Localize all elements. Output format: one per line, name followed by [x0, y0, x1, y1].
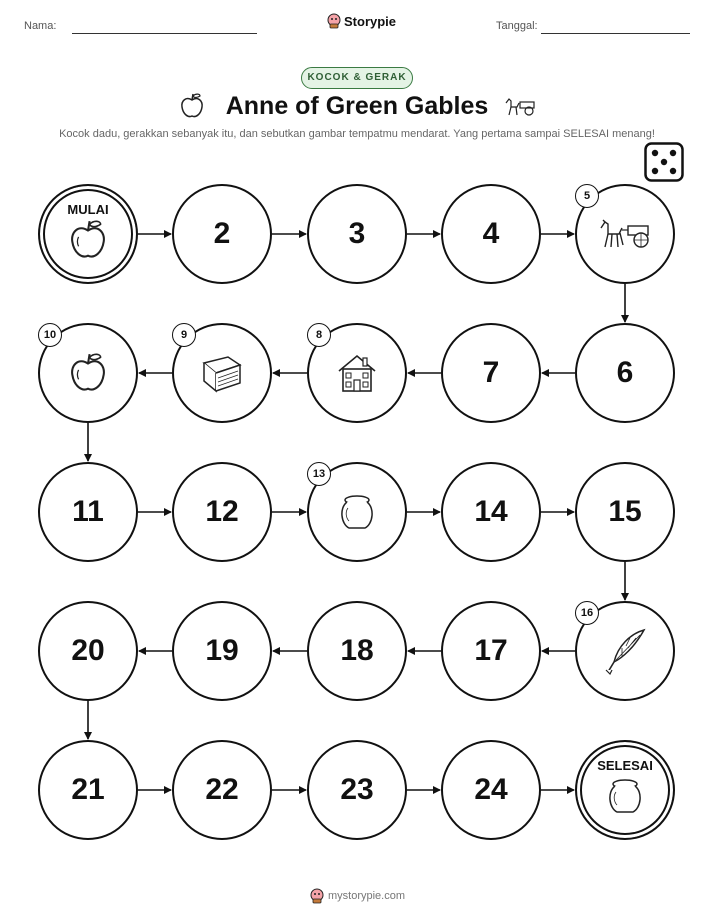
footer: [310, 888, 405, 904]
board-space-17[interactable]: [441, 601, 541, 701]
space-number: 23: [340, 773, 374, 806]
space-number: 21: [71, 773, 105, 806]
space-number: 12: [205, 495, 239, 528]
space-number: 2: [213, 217, 231, 250]
book-icon: [198, 351, 246, 395]
category-badge: KOCOK & GERAK: [301, 67, 413, 89]
board-space-8[interactable]: [307, 323, 407, 423]
apple-icon: [66, 351, 110, 395]
board-space-23[interactable]: [307, 740, 407, 840]
space-number: 7: [482, 356, 500, 389]
board-space-18[interactable]: [307, 601, 407, 701]
space-number-tag: 13: [307, 462, 331, 486]
space-number: 4: [482, 217, 500, 250]
space-number: 20: [71, 634, 105, 667]
board-space-16[interactable]: [575, 601, 675, 701]
board-space-9[interactable]: [172, 323, 272, 423]
space-number-tag: 9: [172, 323, 196, 347]
space-number: 11: [72, 495, 104, 528]
board-space-6[interactable]: [575, 323, 675, 423]
start-space[interactable]: [38, 184, 138, 284]
space-number: 14: [474, 495, 508, 528]
footer-url: mystorypie.com: [328, 890, 406, 902]
space-number: 17: [474, 634, 508, 667]
storypie-mascot-icon: [310, 888, 324, 904]
horse-cart-icon: [597, 214, 653, 254]
board-space-13[interactable]: [307, 462, 407, 562]
brand-name: Storypie: [344, 13, 397, 29]
board-space-15[interactable]: [575, 462, 675, 562]
board-space-2[interactable]: [172, 184, 272, 284]
board-space-12[interactable]: [172, 462, 272, 562]
space-number: 19: [205, 634, 239, 667]
space-number-tag: 10: [38, 323, 62, 347]
finish-label: SELESAI: [597, 758, 653, 773]
board-space-5[interactable]: [575, 184, 675, 284]
page-title: Anne of Green Gables: [225, 92, 489, 120]
space-number-tag: 5: [575, 184, 599, 208]
board-space-7[interactable]: [441, 323, 541, 423]
space-number-tag: 16: [575, 601, 599, 625]
board-space-11[interactable]: [38, 462, 138, 562]
pot-icon: [603, 776, 647, 816]
date-label: Tanggal:: [496, 20, 538, 32]
space-number: 15: [608, 495, 642, 528]
space-number: 18: [340, 634, 374, 667]
name-label: Nama:: [24, 20, 57, 32]
start-label: MULAI: [67, 202, 109, 217]
pot-icon: [335, 492, 379, 532]
board-space-19[interactable]: [172, 601, 272, 701]
space-number: 6: [616, 356, 634, 389]
space-number: 3: [348, 217, 366, 250]
house-icon: [335, 351, 379, 395]
apple-icon: [66, 218, 110, 262]
space-number-tag: 8: [307, 323, 331, 347]
instructions: Kocok dadu, gerakkan sebanyak itu, dan sebutkan gambar tempatmu mendarat. Yang pertama sampai SELESAI menang!: [59, 128, 655, 140]
quill-icon: [600, 626, 650, 676]
board-space-14[interactable]: [441, 462, 541, 562]
board-space-3[interactable]: [307, 184, 407, 284]
board-space-4[interactable]: [441, 184, 541, 284]
board-space-21[interactable]: [38, 740, 138, 840]
finish-space[interactable]: [575, 740, 675, 840]
board-space-20[interactable]: [38, 601, 138, 701]
board-space-22[interactable]: [172, 740, 272, 840]
space-number: 24: [474, 773, 508, 806]
board-space-24[interactable]: [441, 740, 541, 840]
space-number: 22: [205, 773, 239, 806]
board-space-10[interactable]: [38, 323, 138, 423]
